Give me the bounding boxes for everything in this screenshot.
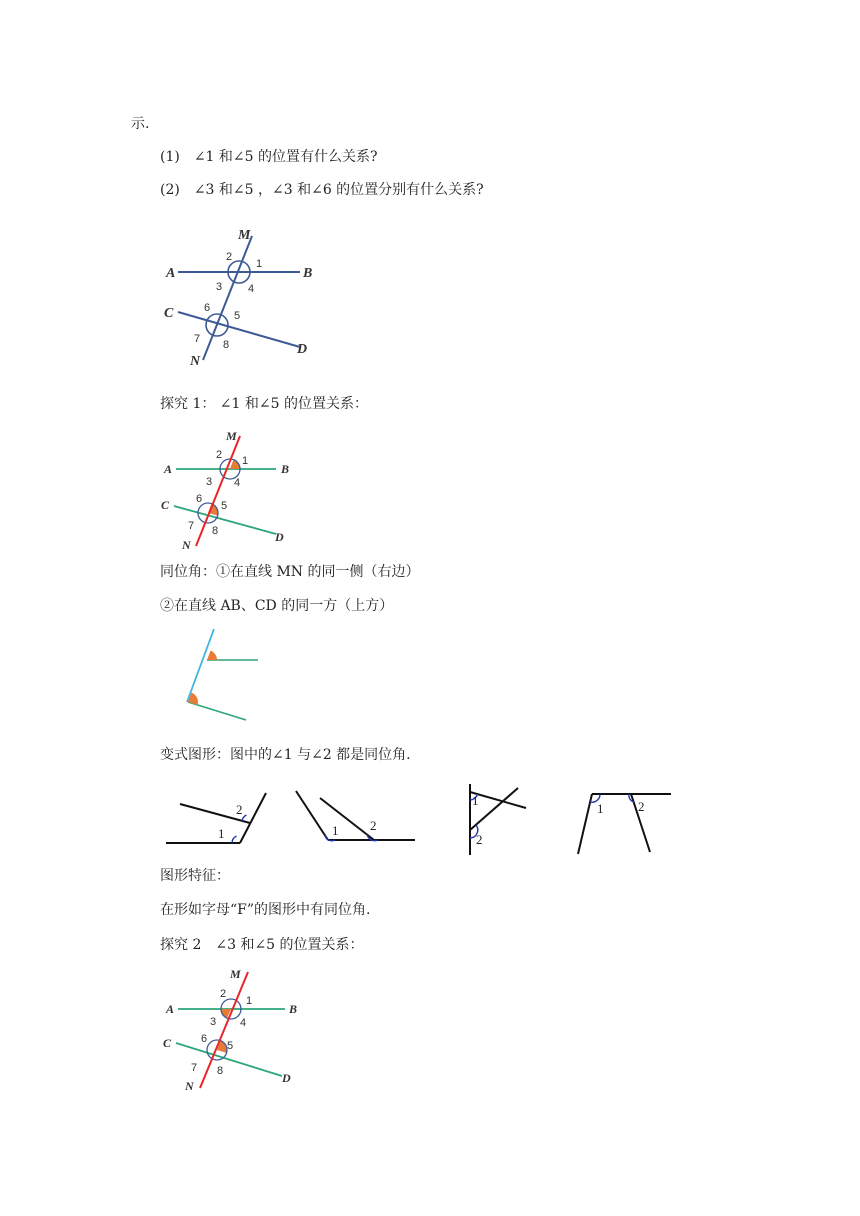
- angle-label-1: 1: [256, 258, 263, 270]
- label-C: C: [161, 498, 170, 512]
- angle-label-1: 1: [246, 995, 253, 1007]
- variant-figure-4: [574, 786, 674, 858]
- corresponding-angle-rule-1: 同位角：①在直线 MN 的同一侧（右边）: [160, 564, 420, 580]
- angle-label-2: 2: [226, 251, 233, 263]
- angle-label-4: 4: [234, 477, 241, 489]
- variant-angle-2: 2: [638, 799, 645, 814]
- label-A: A: [166, 1002, 175, 1016]
- angle-label-7: 7: [191, 1062, 198, 1074]
- label-D: D: [282, 1071, 291, 1085]
- question-2: (2) ∠3 和∠5 ，∠3 和∠6 的位置分别有什么关系?: [160, 182, 484, 198]
- variant-figure-1: [162, 786, 272, 852]
- figure-feature-heading: 图形特征：: [160, 868, 230, 884]
- label-A: A: [164, 462, 173, 476]
- angle-label-6: 6: [196, 493, 203, 505]
- angle-label-3: 3: [206, 476, 213, 488]
- label-M: M: [238, 228, 251, 243]
- text-line-intro: 示.: [131, 116, 150, 132]
- variant-figure-2: [292, 786, 418, 852]
- angle-label-3: 3: [216, 281, 223, 293]
- corresponding-angle-rule-2: ②在直线 AB、CD 的同一方（上方）: [160, 598, 394, 614]
- label-M: M: [230, 967, 241, 981]
- angle-label-4: 4: [248, 283, 255, 295]
- angle-label-8: 8: [212, 525, 219, 537]
- variant-angle-1: 1: [332, 823, 339, 838]
- label-D: D: [297, 342, 308, 357]
- variant-angle-1: 1: [597, 801, 604, 816]
- f-shape-rule: 在形如字母“F”的图形中有同位角.: [160, 902, 371, 918]
- variant-angle-1: 1: [472, 793, 479, 808]
- label-B: B: [289, 1002, 298, 1016]
- label-C: C: [163, 1036, 172, 1050]
- label-B: B: [303, 266, 313, 281]
- angle-label-5: 5: [221, 500, 228, 512]
- angle-label-1: 1: [242, 455, 249, 467]
- angle-label-5: 5: [227, 1040, 234, 1052]
- figure-explore-2: [160, 966, 310, 1094]
- angle-label-4: 4: [240, 1017, 247, 1029]
- angle-label-8: 8: [217, 1065, 224, 1077]
- angle-label-5: 5: [234, 310, 241, 322]
- figure-corresponding-angles: [180, 626, 270, 726]
- figure-intersecting-lines: [160, 222, 330, 367]
- label-M: M: [226, 429, 237, 443]
- label-C: C: [164, 306, 174, 321]
- figure-explore-1: [158, 428, 308, 553]
- label-B: B: [281, 462, 290, 476]
- angle-label-6: 6: [201, 1033, 208, 1045]
- variant-angle-2: 2: [476, 832, 483, 847]
- angle-label-8: 8: [223, 339, 230, 351]
- question-1: (1) ∠1 和∠5 的位置有什么关系?: [160, 149, 378, 165]
- variant-angle-2: 2: [370, 818, 377, 833]
- variant-figure-3: [460, 780, 532, 858]
- angle-label-7: 7: [188, 520, 195, 532]
- variant-angle-1: 1: [218, 826, 225, 841]
- angle-label-6: 6: [204, 302, 211, 314]
- label-N: N: [185, 1079, 194, 1093]
- label-D: D: [275, 530, 284, 544]
- angle-label-2: 2: [216, 449, 223, 461]
- variant-angle-2: 2: [236, 802, 243, 817]
- label-N: N: [182, 538, 191, 552]
- explore-2-heading: 探究 2 ∠3 和∠5 的位置关系：: [160, 937, 364, 953]
- explore-1-heading: 探究 1： ∠1 和∠5 的位置关系：: [160, 396, 368, 412]
- label-N: N: [190, 354, 201, 369]
- variant-figures-caption: 变式图形：图中的∠1 与∠2 都是同位角.: [160, 747, 411, 763]
- angle-label-7: 7: [194, 333, 201, 345]
- angle-label-2: 2: [220, 988, 227, 1000]
- angle-label-3: 3: [210, 1016, 217, 1028]
- label-A: A: [166, 266, 176, 281]
